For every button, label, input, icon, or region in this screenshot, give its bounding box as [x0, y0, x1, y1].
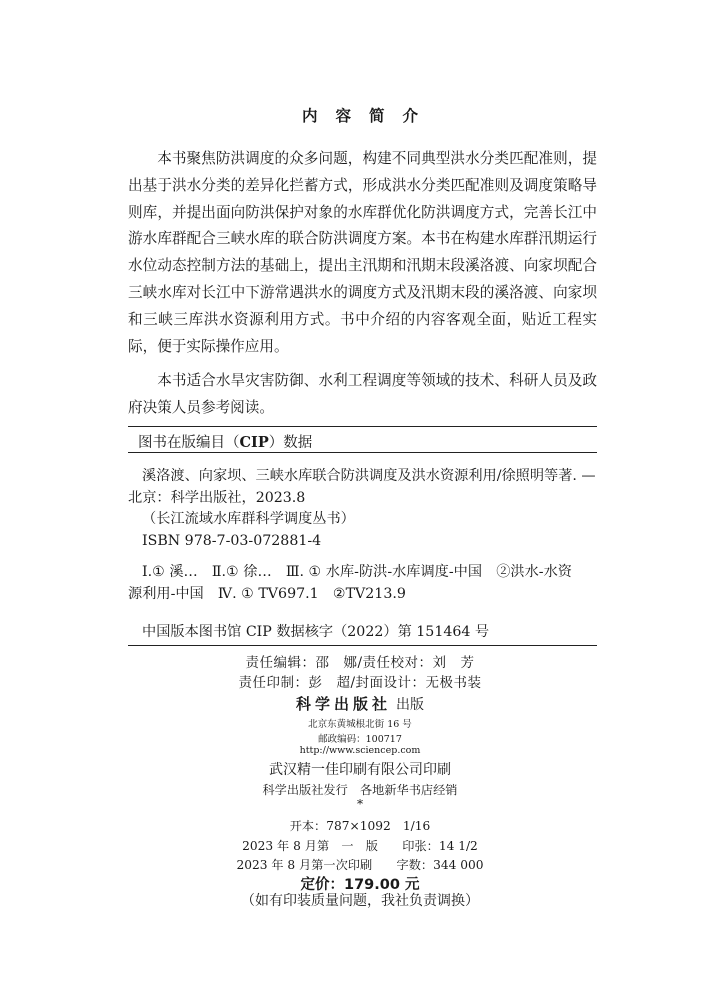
separator-asterisk: * [356, 797, 364, 811]
distribution-line: 科学出版社发行 各地新华书店经销 [262, 783, 458, 797]
cip-series-line: （长江流域水库群科学调度丛书） [142, 511, 355, 527]
publisher-website: http://www.sciencep.com [299, 745, 421, 756]
publisher-address: 北京东黄城根北街 16 号 [308, 719, 412, 730]
cip-record [128, 466, 597, 552]
publisher-logo-text: 科学出版社 [295, 695, 391, 713]
cip-top-rule [128, 426, 597, 427]
price-line: 定价：179.00 元 [300, 877, 420, 893]
cip-classification [128, 562, 597, 605]
cip-class-line-1: Ⅰ.① 溪… Ⅱ.① 徐… Ⅲ. ① 水库-防洪-水库调度-中国 ②洪水-水资 [142, 564, 572, 580]
editors-line: 责任编辑：邵 娜/责任校对：刘 芳 [245, 655, 475, 671]
publisher-suffix: 出版 [396, 697, 425, 713]
intro-paragraph-2: 本书适合水旱灾害防御、水利工程调度等领域的技术、科研人员及政府决策人员参考阅读。 [128, 372, 597, 417]
quality-notice: （如有印装质量问题，我社负责调换） [241, 893, 479, 909]
production-line: 责任印制：彭 超/封面设计：无极书装 [238, 675, 482, 691]
format-line: 开本：787×1092 1/16 [289, 819, 431, 833]
cip-bottom-rule [128, 645, 597, 646]
publisher-postcode: 邮政编码：100717 [318, 734, 402, 745]
edition-line: 2023 年 8 月第 一 版 印张：14 1/2 [242, 839, 478, 853]
cip-cataloging-number: 中国版本图书馆 CIP 数据核字（2022）第 151464 号 [142, 624, 490, 640]
intro-paragraph-1: 本书聚焦防洪调度的众多问题，构建不同典型洪水分类匹配准则，提出基于洪水分类的差异化拦蓄方式，形成洪水分类匹配准则及调度策略导则库，并提出面向防洪保护对象的水库群优化防洪调度方式，完善长江中游水库群配合三峡水库的联合防洪调度方案。本书在构建水库群汛期运行水位动态控制方法的基础上，提出主汛期和汛期末段溪洛渡、向家坝配合三峡水库对长江中下游常遇洪水的调度方式及汛期末段的溪洛渡、向家坝和三峡三库洪水资源利用方式。书中介绍的内容客观全面，贴近工程实际，便于实际操作应用。 [128, 150, 597, 355]
cip-heading: 图书在版编目（CIP）数据 [138, 434, 313, 451]
cip-isbn-line: ISBN 978-7-03-072881-4 [142, 532, 322, 549]
cip-class-line-2: 源利用-中国 Ⅳ. ① TV697.1 ②TV213.9 [128, 585, 406, 602]
cip-heading-rule [128, 452, 597, 453]
publisher-line [0, 693, 720, 714]
printer-line: 武汉精一佳印刷有限公司印刷 [269, 762, 451, 778]
cip-title-line: 溪洛渡、向家坝、三峡水库联合防洪调度及洪水资源利用/徐照明等著. — [142, 468, 596, 484]
cip-publisher-line: 北京：科学出版社，2023.8 [128, 489, 306, 506]
printing-line: 2023 年 8 月第一次印刷 字数：344 000 [236, 858, 484, 872]
page-title: 内容简介 [301, 107, 436, 125]
introduction [128, 146, 597, 422]
